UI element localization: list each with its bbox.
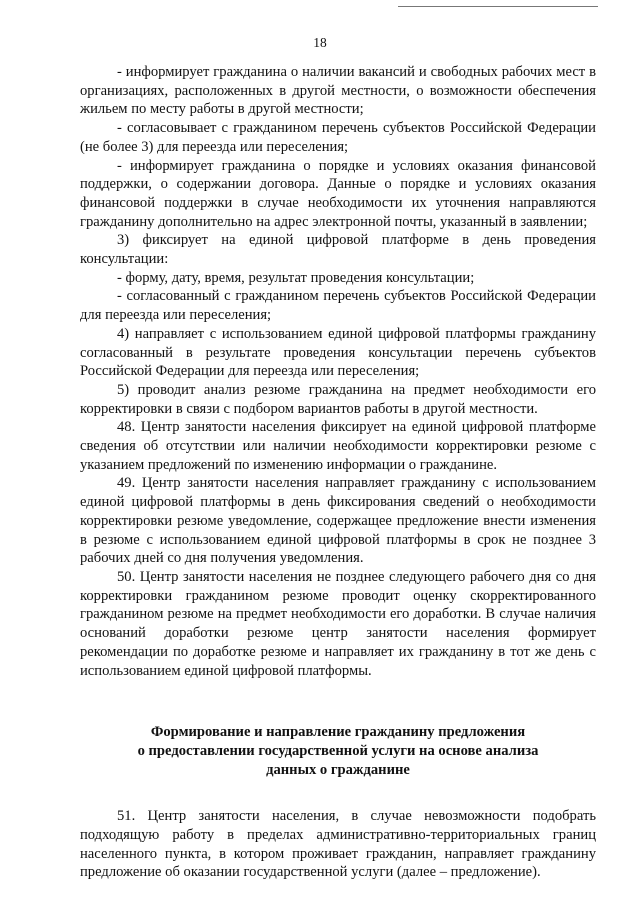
paragraph: - форму, дату, время, результат проведения консультации;: [117, 269, 475, 286]
paragraph: 51. Центр занятости населения, в случае невозможности подобрать подходящую работу в пределах административно-территориальных границ населенного пункта, в котором проживает гражданин, направляет гражданину предложение об оказании государственной услуги (далее – предложение).: [80, 808, 596, 881]
paragraph: - информирует гражданина о наличии вакансий и свободных рабочих мест в организациях, расположенных в другой местности, о возможности обеспечения жильем по месту работы в другой местности;: [80, 64, 596, 118]
page-number: 18: [313, 35, 327, 50]
paragraph: - согласовывает с гражданином перечень субъектов Российской Федерации (не более 3) для переезда или переселения;: [80, 120, 596, 155]
paragraph: 5) проводит анализ резюме гражданина на предмет необходимости его корректировки в связи с подбором вариантов работы в другой местности.: [80, 381, 596, 417]
paragraph: 48. Центр занятости населения фиксирует на единой цифровой платформе сведения об отсутствии или наличии необходимости корректировки резюме с указанием предложений по изменению информации о гражданине.: [80, 419, 596, 473]
document-body: [80, 63, 596, 882]
section-heading: [80, 723, 596, 779]
paragraph: 50. Центр занятости населения не позднее следующего рабочего дня со дня корректировки гражданином резюме проводит оценку скорректированного гражданином резюме на предмет необходимости его доработки. В случае наличия оснований доработки резюме центр занятости населения формирует рекомендации по доработке резюме и направляет их гражданину в тот же день с использованием единой цифровой платформы.: [80, 568, 596, 679]
paragraph: - информирует гражданина о порядке и условиях оказания финансовой поддержки, о содержании договора. Данные о порядке и условиях оказания финансовой поддержки в случае необходимости их уточнения направляются гражданину дополнительно на адрес электронной почты, указанный в заявлении;: [80, 157, 596, 230]
section-heading-line: о предоставлении государственной услуги на основе анализа: [137, 742, 539, 759]
paragraph: - согласованный с гражданином перечень субъектов Российской Федерации для переезда или переселения;: [80, 288, 596, 324]
paragraph: 49. Центр занятости населения направляет гражданину с использованием единой цифровой платформы в день фиксирования сведений о необходимости корректировки резюме уведомление, содержащее предложение внести изменения в резюме с использованием единой цифровой платформы в срок не позднее 3 рабочих дней со дня получения уведомления.: [80, 475, 596, 567]
paragraph: 4) направляет с использованием единой цифровой платформы гражданину согласованный в результате проведения консультации перечень субъектов Российской Федерации для переезда или переселения;: [80, 325, 596, 380]
header-rule: [398, 6, 598, 7]
section-heading-line: данных о гражданине: [266, 761, 410, 778]
section-heading-line: Формирование и направление гражданину предложения: [150, 724, 526, 741]
paragraph: 3) фиксирует на единой цифровой платформе в день проведения консультации:: [80, 232, 596, 268]
